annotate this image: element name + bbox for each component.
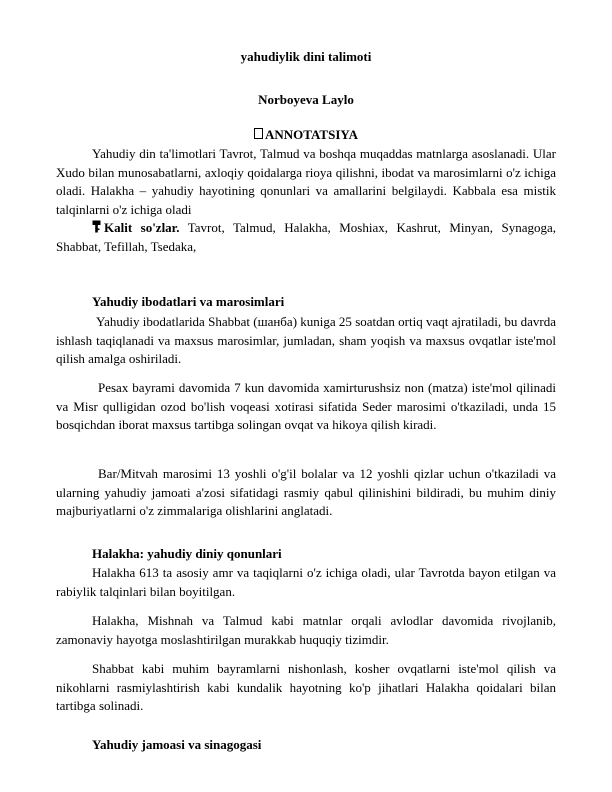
paragraph-pesax: Pesax bayrami davomida 7 kun davomida xamirturushsiz non (matza) iste'mol qilinadi va Misr qulligidan ozod bo'lish voqeasi xotirasi sifatida Seder marosimi o'tkaziladi, unda 15 bosqichdan iborat maxsus tartibga solingan ovqat va hikoya qilish kiradi.: [56, 380, 556, 432]
section-heading-halakha: Halakha: yahudiy diniy qonunlari: [92, 546, 282, 561]
document-title: yahudiylik dini talimoti: [240, 49, 372, 64]
paragraph-halakha-daily-life: Shabbat kabi muhim bayramlarni nishonlash, kosher ovqatlarni iste'mol qilish va nikohlarni rasmiylashtirish kabi kundalik hayotning ko'p jihatlari Halakha qoidalari bilan tartibga solinadi.: [56, 661, 556, 713]
paragraph-halakha-613: Halakha 613 ta asosiy amr va taqiqlarni o'z ichiga oladi, ular Tavrotda bayon etilgan va rabiylik talqinlari bilan boyitilgan.: [56, 565, 556, 599]
paragraph-halakha-texts: Halakha, Mishnah va Talmud kabi matnlar orqali avlodlar davomida rivojlanib, zamonaviy hayotga moslashtirilgan murakkab huquqiy tizimdir.: [56, 613, 556, 647]
paragraph-shabbat: Yahudiy ibodatlarida Shabbat (шанба) kuniga 25 soatdan ortiq vaqt ajratiladi, bu davrda ishlash taqiqlanadi va maxsus marosimlar, jumladan, sham yoqish va maxsus ovqatlar iste'mol qilish amalga oshiriladi.: [56, 314, 556, 366]
author-name: Norboyeva Laylo: [258, 92, 354, 107]
keywords-paragraph: [56, 219, 556, 256]
paragraph-bar-mitvah: Bar/Mitvah marosimi 13 yoshli o'g'il bolalar va 12 yoshli qizlar uchun o'tkaziladi va ularning yahudiy jamoati a'zosi sifatidagi rasmiy qabul qilinishini bildiradi, bu muhim diniy majburiyatlarni o'z zimmalariga olishlarini anglatadi.: [56, 466, 556, 518]
section-heading-community: Yahudiy jamoasi va sinagogasi: [92, 737, 262, 752]
annotation-paragraph: Yahudiy din ta'limotlari Tavrot, Talmud va boshqa muqaddas matnlarga asoslanadi. Ular Xudo bilan munosabatlarni, axloqiy qoidalarga rioya qilishni, ibodat va marosimlarni o'z ichiga oladi. Halakha – yahudiy hayotining qonunlari va amallarini belgilaydi. Kabbala esa mistik talqinlarni o'z ichiga oladi: [56, 146, 556, 217]
section-heading-rituals: Yahudiy ibodatlari va marosimlari: [92, 294, 285, 309]
keywords-text: Tavrot, Talmud, Halakha, Moshiax, Kashrut, Minyan, Synagoga, Shabbat, Tefillah, Tsedaka,: [56, 220, 557, 254]
placeholder-box-icon: [254, 128, 263, 139]
keywords-label: Kalit so'zlar.: [104, 220, 180, 235]
annotation-heading-row: [0, 127, 612, 143]
key-icon: [92, 220, 101, 233]
annotation-heading: ANNOTATSIYA: [265, 127, 358, 142]
